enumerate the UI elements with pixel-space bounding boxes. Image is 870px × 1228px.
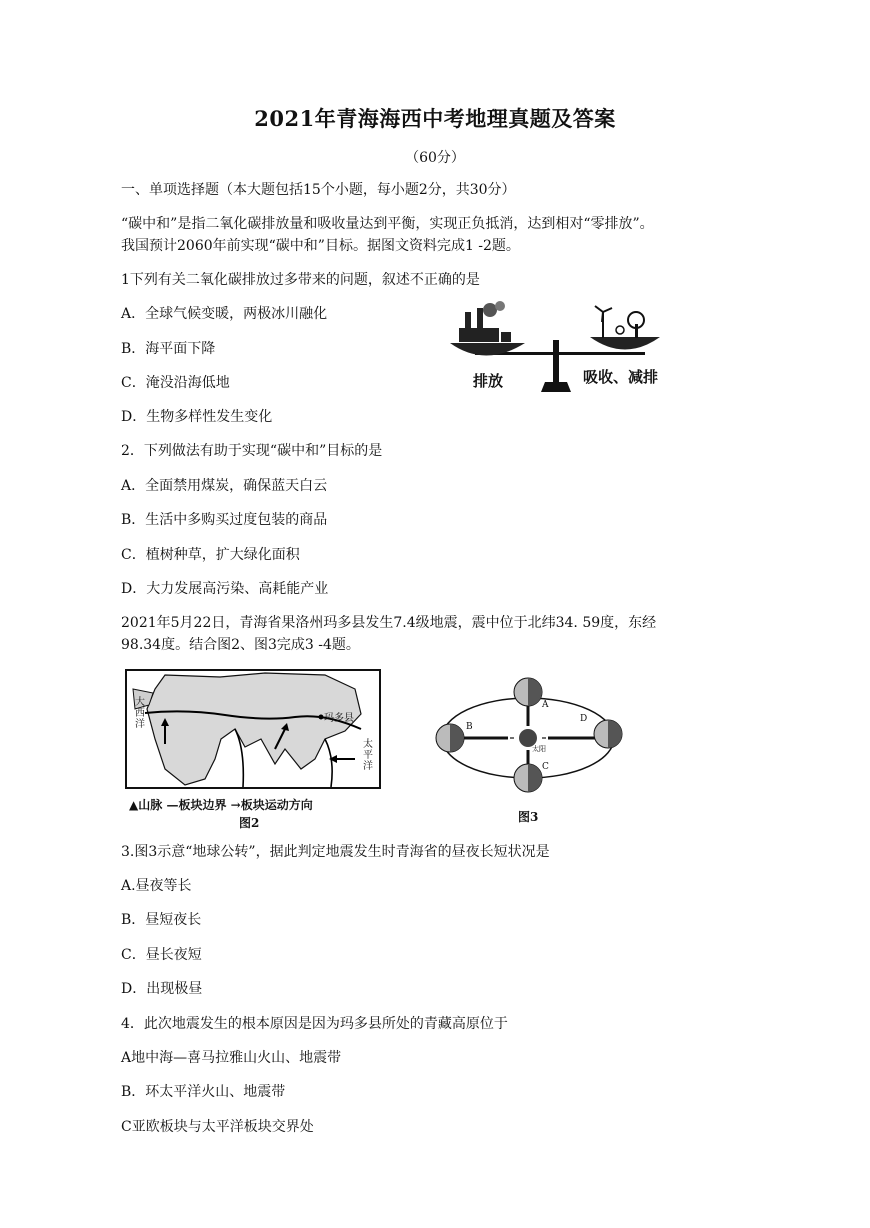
q2-option-a: A．全面禁用煤炭，确保蓝天白云 [121,478,328,494]
q3-option-b: B．昼短夜长 [121,912,202,928]
maduo-county-label: 玛多县 [324,713,354,724]
boundary-icon: — [166,798,179,812]
question-2-stem: 2．下列做法有助于实现“碳中和”目标的是 [121,443,383,459]
earth-revolution-figure [430,674,630,824]
intro-paragraph-1-cont: 我国预计2060年前实现“碳中和”目标。据图文资料完成1 -2题。 [121,238,520,254]
atlantic-label: 大西洋 [135,697,145,730]
absorption-label: 吸收、减排 [583,368,659,386]
section-heading: 一、单项选择题（本大题包括15个小题，每小题2分，共30分） [121,182,516,198]
figure-3-caption: 图3 [518,810,539,824]
q4-option-a: A地中海—喜马拉雅山火山、地震带 [121,1050,342,1066]
document-title: 2021年青海海西中考地理真题及答案 [254,106,616,131]
position-d-label: D [580,714,588,724]
sun-label: 太阳 [532,745,546,753]
q1-option-a: A．全球气候变暖，两极冰川融化 [121,306,328,322]
legend-mountain: 山脉 [138,798,163,812]
q1-option-c: C．淹没沿海低地 [121,375,230,391]
map-legend [129,796,313,813]
q1-option-d: D．生物多样性发生变化 [121,409,273,425]
q2-option-b: B．生活中多购买过度包装的商品 [121,512,328,528]
question-4-stem: 4．此次地震发生的根本原因是因为玛多县所处的青藏高原位于 [121,1016,508,1032]
q3-option-d: D．出现极昼 [121,981,203,997]
total-score: （60分） [405,150,465,166]
legend-direction: 板块运动方向 [240,798,313,812]
question-1-stem: 1下列有关二氧化碳排放过多带来的问题，叙述不正确的是 [121,272,480,288]
q2-option-c: C．植树种草，扩大绿化面积 [121,547,300,563]
plate-map-figure [125,669,383,830]
intro-paragraph-2-cont: 98.34度。结合图2、图3完成3 -4题。 [121,637,360,653]
position-c-label: C [542,762,549,772]
question-3-stem: 3.图3示意“地球公转”，据此判定地震发生时青海省的昼夜长短状况是 [121,844,550,860]
q2-option-d: D．大力发展高污染、高耗能产业 [121,581,329,597]
legend-boundary: 板块边界 [178,798,227,812]
intro-paragraph-2: 2021年5月22日，青海省果洛州玛多县发生7.4级地震，震中位于北纬34. 59度，东经 [121,615,657,631]
q4-option-c: C亚欧板块与太平洋板块交界处 [121,1119,314,1135]
q4-option-b: B．环太平洋火山、地震带 [121,1084,286,1100]
carbon-balance-figure [445,300,670,400]
mountain-icon: ▲ [129,798,139,812]
emission-label: 排放 [473,372,504,390]
figure-2-caption: 图2 [239,816,260,830]
q3-option-c: C．昼长夜短 [121,947,202,963]
intro-paragraph-1: “碳中和”是指二氧化碳排放量和吸收量达到平衡，实现正负抵消，达到相对“零排放”。 [121,216,654,232]
position-a-label: A [542,700,549,710]
arrow-icon: → [230,798,241,812]
pacific-label: 太平洋 [363,739,373,772]
position-b-label: B [466,722,473,732]
q3-option-a: A.昼夜等长 [121,878,192,894]
q1-option-b: B．海平面下降 [121,341,216,357]
